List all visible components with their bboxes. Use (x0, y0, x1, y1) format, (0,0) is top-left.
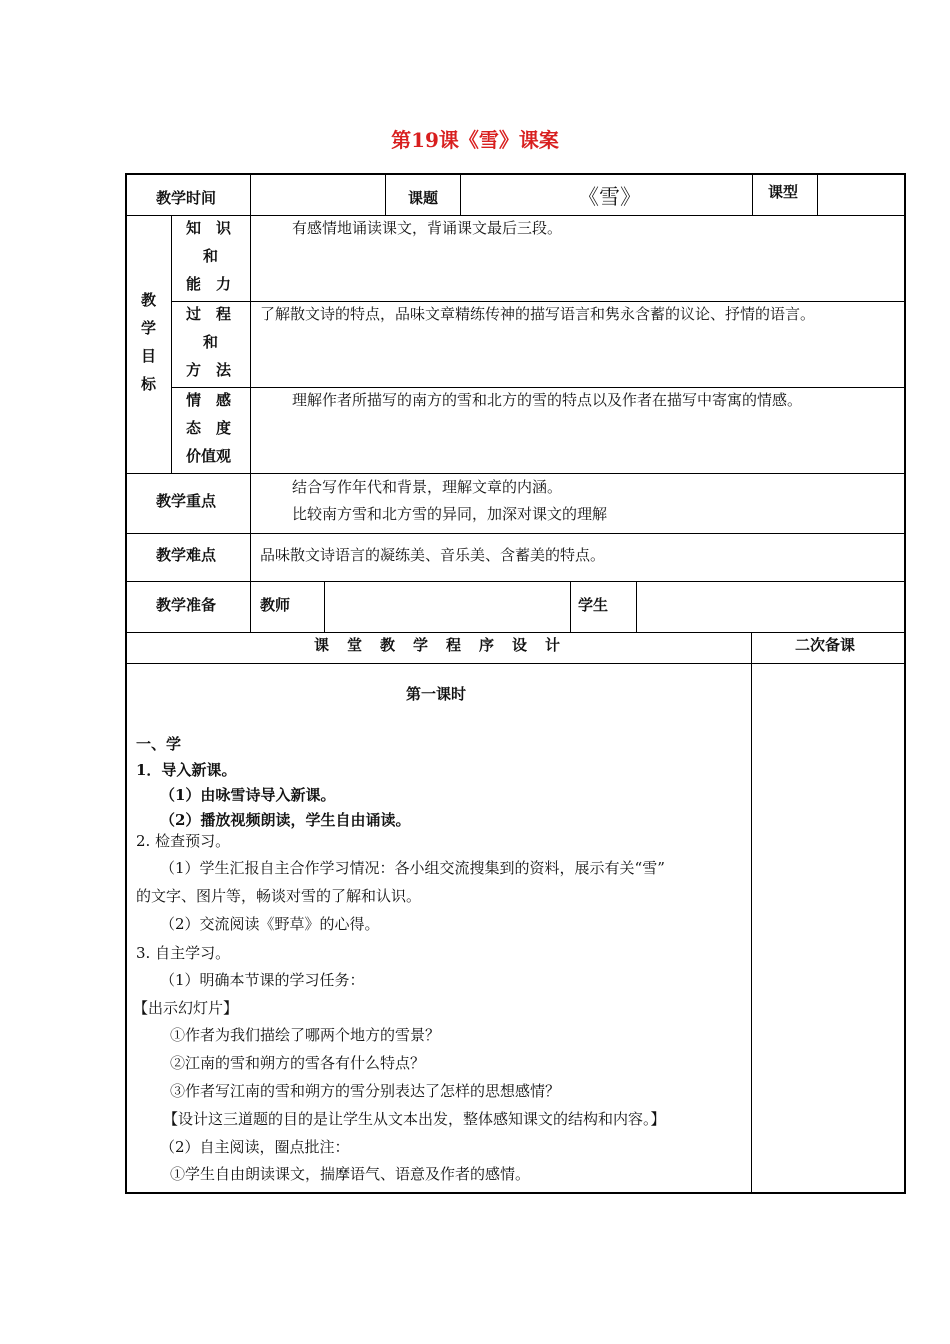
key-point-line: 比较南方雪和北方雪的异同，加深对课文的理解 (292, 505, 608, 523)
lesson-body-line: （2）播放视频朗读，学生自由诵读。 (160, 811, 411, 829)
lesson-body-line: 一、学 (136, 735, 182, 753)
goal-label-line: 和 (203, 247, 219, 265)
lesson-body-line: ①作者为我们描绘了哪两个地方的雪景？ (170, 1026, 441, 1044)
goal-label-line: 和 (203, 333, 219, 351)
divider (752, 174, 753, 215)
lesson-heading: 第一课时 (406, 685, 467, 703)
divider (385, 174, 386, 215)
goals-group-char: 标 (141, 375, 157, 393)
divider (250, 174, 251, 215)
goal-label-line: 方 法 (186, 361, 232, 379)
divider (126, 632, 905, 633)
divider (126, 473, 905, 474)
second-prep-header: 二次备课 (795, 636, 856, 654)
lesson-body-line: 的文字、图片等，畅谈对雪的了解和认识。 (136, 887, 422, 905)
lesson-body-line: 【出示幻灯片】 (133, 999, 239, 1017)
divider (636, 581, 637, 632)
goal-emotion-text: 理解作者所描写的南方的雪和北方的雪的特点以及作者在描写中寄寓的情感。 (292, 391, 803, 409)
goal-label-line: 情 感 (186, 391, 232, 409)
goal-knowledge-text: 有感情地诵读课文，背诵课文最后三段。 (292, 219, 563, 237)
key-points-label: 教学重点 (156, 492, 217, 510)
goal-label-line: 能 力 (186, 275, 232, 293)
goal-label-line: 过 程 (186, 305, 232, 323)
prep-teacher-label: 教师 (260, 596, 291, 614)
divider (171, 301, 905, 302)
page-title: 第19课《雪》课案 (391, 128, 559, 152)
divider (250, 473, 251, 632)
lesson-body-line: ①学生自由朗读课文，揣摩语气、语意及作者的感情。 (170, 1165, 531, 1183)
lesson-type-label: 课型 (768, 183, 799, 201)
divider (570, 581, 571, 632)
lesson-body-line: （1）由咏雪诗导入新课。 (160, 786, 336, 804)
topic-value: 《雪》 (578, 185, 641, 209)
lesson-body-line: 2. 检查预习。 (136, 832, 231, 850)
divider (171, 215, 172, 473)
goal-label-line: 价值观 (186, 447, 232, 465)
divider (250, 215, 251, 473)
goal-label-line: 态 度 (186, 419, 232, 437)
difficulty-label: 教学难点 (156, 546, 217, 564)
divider (817, 174, 818, 215)
divider (126, 533, 905, 534)
goal-label-line: 知 识 (186, 219, 232, 237)
lesson-body-line: 1．导入新课。 (136, 761, 237, 779)
lesson-body-line: ②江南的雪和朔方的雪各有什么特点？ (170, 1054, 426, 1072)
teaching-time-label: 教学时间 (156, 189, 217, 207)
difficulty-text: 品味散文诗语言的凝练美、音乐美、含蓄美的特点。 (260, 546, 606, 564)
divider (126, 663, 905, 664)
divider (126, 581, 905, 582)
goals-group-char: 学 (141, 319, 157, 337)
goals-group-char: 目 (141, 347, 157, 365)
divider (324, 581, 325, 632)
divider (171, 387, 905, 388)
design-header: 课堂教学程序设计 (314, 636, 579, 654)
lesson-body-line: （1）学生汇报自主合作学习情况：各小组交流搜集到的资料，展示有关“雪” (160, 859, 665, 877)
prep-student-label: 学生 (578, 596, 609, 614)
topic-label: 课题 (408, 189, 439, 207)
key-point-line: 结合写作年代和背景，理解文章的内涵。 (292, 478, 563, 496)
lesson-body-line: （2）交流阅读《野草》的心得。 (160, 915, 380, 933)
lesson-body-line: 【设计这三道题的目的是让学生从文本出发，整体感知课文的结构和内容。】 (163, 1110, 666, 1128)
lesson-body-line: （2）自主阅读，圈点批注： (160, 1138, 350, 1156)
divider (751, 632, 752, 1193)
goal-process-text: 了解散文诗的特点，品味文章精练传神的描写语言和隽永含蓄的议论、抒情的语言。 (260, 305, 816, 323)
lesson-body-line: ③作者写江南的雪和朔方的雪分别表达了怎样的思想感情？ (170, 1082, 561, 1100)
goals-group-char: 教 (141, 291, 157, 309)
lesson-body-line: 3. 自主学习。 (136, 944, 231, 962)
divider (460, 174, 461, 215)
divider (126, 215, 905, 216)
lesson-body-line: （1）明确本节课的学习任务： (160, 971, 365, 989)
prep-label: 教学准备 (156, 596, 217, 614)
